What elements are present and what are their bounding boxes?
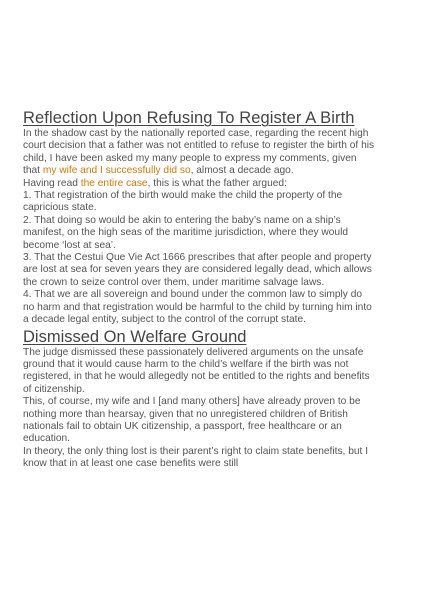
having-read-after: , this is what the father argued:	[147, 177, 287, 189]
entire-case-link[interactable]: the entire case	[80, 177, 148, 189]
judge-dismissed-paragraph: The judge dismissed these passionately delivered arguments on the unsafe ground that it would cause harm to the child’s welfare if the birth was not registered, in that he would allegedly not be entitled to the rights and benefits of citizenship.	[23, 346, 370, 395]
hearsay-paragraph: This, of course, my wife and I [and many others] have already proven to be nothing more than hearsay, given that no unregistered children of British nationals fail to obtain UK citizenship, a passport, free healthcare or an education.	[23, 396, 361, 445]
argument-point-4: 4. That we are all sovereign and bound under the common law to simply do no harm and that registration would be harmful to the child by turning him into a decade legal entity, subject to the control of the corrupt state.	[23, 289, 372, 326]
argument-point-1: 1. That registration of the birth would make the child the property of the capricious state.	[23, 190, 343, 214]
having-read-paragraph	[23, 178, 375, 190]
section-heading-dismissed: Dismissed On Welfare Ground	[23, 327, 247, 346]
document-page	[23, 109, 375, 471]
intro-text-after: , almost a decade ago.	[190, 165, 294, 177]
success-link[interactable]: my wife and I successfully did so	[42, 165, 191, 177]
having-read-before: Having read	[23, 177, 81, 189]
argument-point-3: 3. That the Cestui Que Vie Act 1666 prescribes that after people and property are lost at sea for seven years they are considered legally dead, which allows the crown to seize control over them, under maritime salvage laws.	[23, 252, 372, 288]
theory-paragraph: In theory, the only thing lost is their parent’s right to claim state benefits, but I know that in at least one case benefits were still	[23, 445, 369, 470]
intro-text-before: In the shadow cast by the nationally reported case, regarding the recent high court decision that a father was not entitled to refuse to register the birth of his child, I have been asked my many people to express my comments, given that	[23, 128, 375, 177]
argument-point-2: 2. That doing so would be akin to entering the baby’s name on a ship’s manifest, on the high seas of the maritime jurisdiction, where they would become ‘lost at sea’.	[23, 214, 349, 251]
article-title: Reflection Upon Refusing To Register A Birth	[23, 109, 355, 127]
intro-paragraph	[23, 128, 375, 178]
